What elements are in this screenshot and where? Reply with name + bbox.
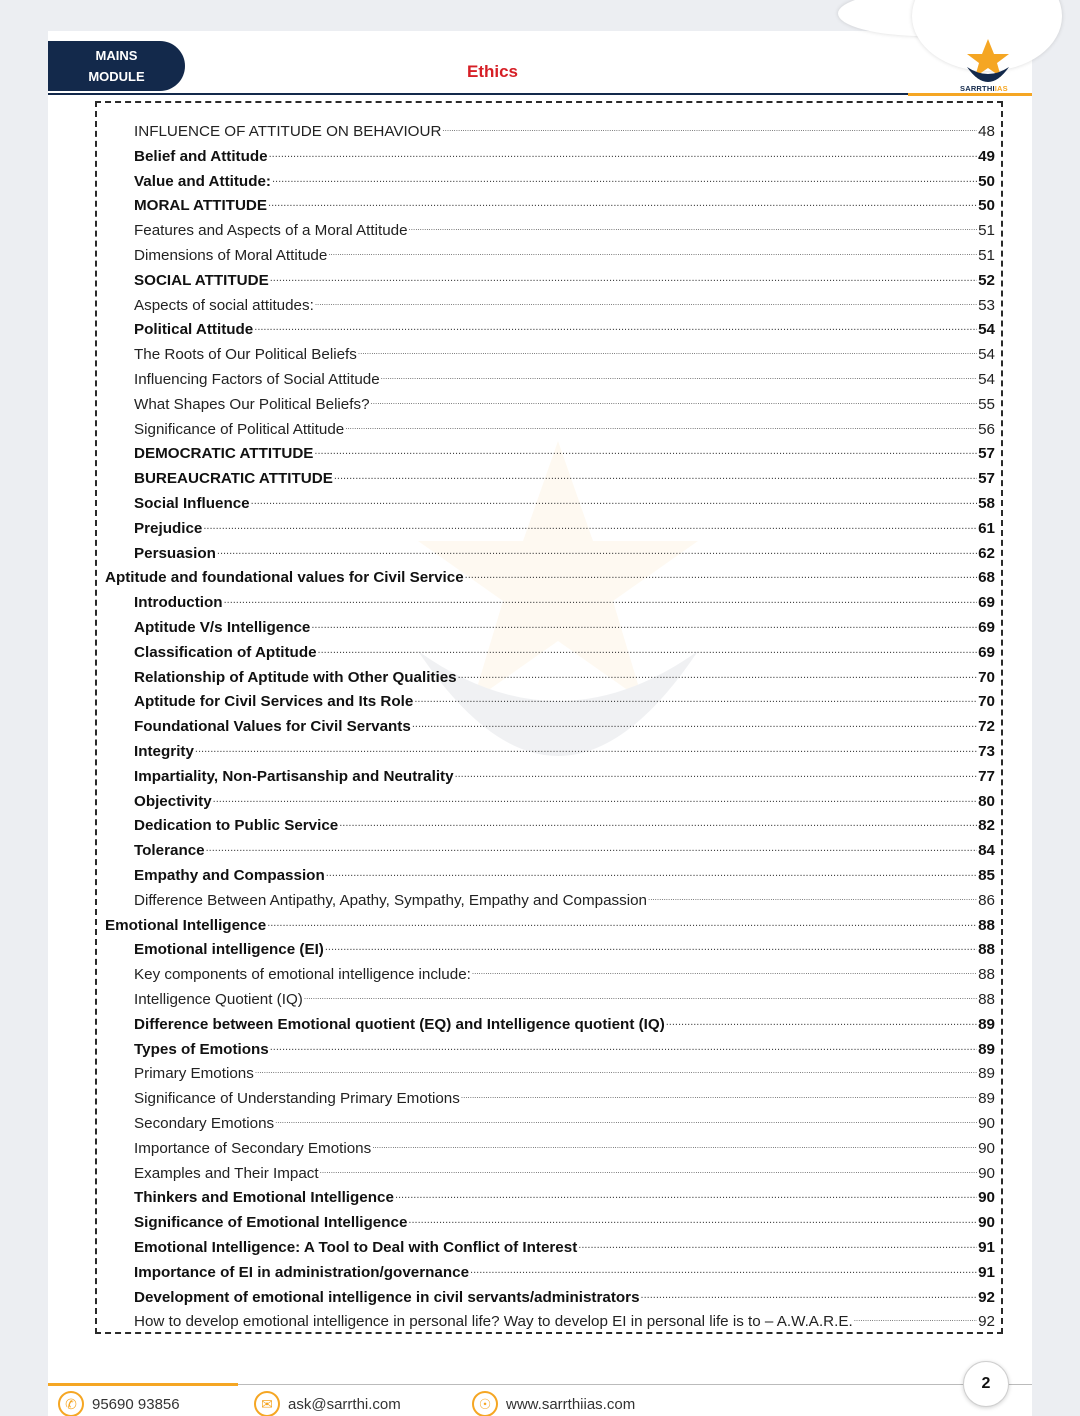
toc-entry[interactable] [105, 562, 995, 586]
toc-leader-dots [320, 1164, 978, 1182]
toc-entry-title: Tolerance [134, 842, 205, 860]
toc-entry-page: 88 [978, 991, 995, 1008]
toc-entry[interactable] [134, 885, 995, 909]
toc-entry-page: 52 [978, 271, 995, 289]
toc-leader-dots [395, 1188, 977, 1206]
toc-entry-page: 54 [978, 346, 995, 364]
toc-entry-page: 90 [978, 1189, 995, 1207]
toc-leader-dots [254, 320, 977, 338]
toc-entry[interactable] [134, 166, 995, 190]
toc-entry-title: Examples and Their Impact [134, 1164, 319, 1182]
toc-entry[interactable] [134, 1034, 995, 1058]
toc-entry-title: Emotional Intelligence [105, 916, 267, 934]
toc-leader-dots [304, 990, 977, 1008]
toc-leader-dots [345, 420, 977, 438]
toc-entry[interactable] [134, 1232, 995, 1256]
toc-entry-title: Difference between Emotional quotient (EQ) and Intelligence quotient (IQ) [134, 1015, 665, 1033]
toc-entry-page: 57 [978, 445, 995, 463]
toc-entry-title: Difference Between Antipathy, Apathy, Sympathy, Empathy and Compassion [134, 891, 648, 909]
toc-leader-dots [206, 841, 977, 859]
toc-entry-page: 92 [978, 1313, 995, 1331]
toc-entry[interactable] [134, 314, 995, 338]
toc-entry-page: 91 [978, 1239, 995, 1256]
toc-entry[interactable] [134, 1158, 995, 1182]
toc-leader-dots [315, 296, 977, 314]
footer-accent-divider [48, 1383, 238, 1386]
toc-leader-dots [371, 395, 978, 413]
toc-leader-dots [334, 469, 977, 487]
toc-entry-title: Emotional Intelligence: A Tool to Deal with Conflict of Interest [134, 1239, 578, 1256]
toc-leader-dots [412, 717, 977, 735]
toc-entry[interactable] [134, 810, 995, 834]
toc-entry-title: Impartiality, Non-Partisanship and Neutrality [134, 767, 454, 785]
document-page [48, 31, 1032, 1416]
toc-entry-page: 90 [978, 1214, 995, 1232]
toc-entry-page: 69 [978, 619, 995, 636]
toc-entry-page: 54 [978, 371, 995, 388]
footer-email [254, 1391, 401, 1416]
toc-entry-page: 77 [978, 767, 995, 785]
toc-entry-page: 54 [978, 321, 995, 339]
toc-leader-dots [578, 1238, 977, 1256]
toc-leader-dots [251, 494, 977, 512]
email-icon: ✉ [254, 1391, 280, 1416]
toc-entry-title: SOCIAL ATTITUDE [134, 271, 269, 289]
toc-entry-title: Relationship of Aptitude with Other Qualities [134, 668, 457, 686]
toc-entry[interactable] [134, 934, 995, 958]
toc-leader-dots [358, 345, 977, 363]
toc-entry[interactable] [134, 587, 995, 611]
toc-entry-title: INFLUENCE OF ATTITUDE ON BEHAVIOUR [134, 123, 442, 140]
website-url: www.sarrthiias.com [506, 1395, 636, 1413]
toc-entry[interactable] [134, 1108, 995, 1132]
toc-entry[interactable] [134, 736, 995, 760]
toc-entry-page: 86 [978, 891, 995, 909]
toc-entry-page: 51 [978, 222, 995, 240]
toc-entry[interactable] [134, 364, 995, 388]
toc-entry[interactable] [134, 1257, 995, 1281]
toc-entry-title: Dimensions of Moral Attitude [134, 247, 328, 264]
toc-entry-title: Significance of Political Attitude [134, 420, 345, 438]
toc-entry[interactable] [134, 1009, 995, 1033]
toc-entry[interactable] [134, 786, 995, 810]
badge-line-1: MAINS [95, 48, 138, 63]
toc-entry[interactable] [134, 1058, 995, 1082]
toc-entry-title: Prejudice [134, 519, 203, 537]
toc-entry-page: 48 [978, 123, 995, 140]
toc-entry-page: 68 [978, 569, 995, 587]
toc-entry-page: 91 [978, 1263, 995, 1281]
toc-entry-title: Key components of emotional intelligence include: [134, 966, 471, 984]
toc-entry-title: Integrity [134, 743, 194, 760]
toc-entry-title: What Shapes Our Political Beliefs? [134, 395, 370, 413]
toc-entry[interactable] [134, 1306, 995, 1330]
toc-leader-dots [311, 618, 977, 636]
page-title: Ethics [467, 62, 519, 81]
toc-entry-page: 69 [978, 594, 995, 612]
phone-icon: ✆ [58, 1391, 84, 1416]
toc-leader-dots [408, 1213, 977, 1231]
toc-leader-dots [648, 891, 977, 909]
toc-entry-page: 84 [978, 842, 995, 860]
toc-leader-dots [270, 271, 977, 289]
toc-entry[interactable] [134, 414, 995, 438]
toc-entry[interactable] [134, 1282, 995, 1306]
toc-entry-page: 82 [978, 817, 995, 835]
header-accent-divider [908, 93, 1032, 96]
toc-entry-title: Significance of Emotional Intelligence [134, 1214, 408, 1232]
toc-entry-page: 55 [978, 395, 995, 413]
toc-entry-page: 62 [978, 544, 995, 562]
toc-entry[interactable] [134, 662, 995, 686]
phone-number: 95690 93856 [92, 1395, 180, 1413]
table-of-contents [95, 101, 1003, 1334]
toc-entry-page: 49 [978, 147, 995, 165]
toc-entry-page: 53 [978, 296, 995, 314]
toc-entry[interactable] [134, 835, 995, 859]
toc-entry-page: 90 [978, 1164, 995, 1182]
toc-entry[interactable] [134, 389, 995, 413]
toc-entry-title: Foundational Values for Civil Servants [134, 718, 411, 736]
toc-entry[interactable] [134, 612, 995, 636]
toc-entry-page: 90 [978, 1115, 995, 1132]
logo-text [960, 84, 1008, 93]
toc-leader-dots [339, 816, 977, 834]
toc-entry-title: How to develop emotional intelligence in personal life? Way to develop EI in personal life is to – A.W.A.R.E. [134, 1313, 853, 1331]
toc-entry-title: BUREAUCRATIC ATTITUDE [134, 470, 333, 488]
toc-entry-page: 70 [978, 668, 995, 686]
toc-entry-page: 58 [978, 495, 995, 512]
badge-line-2: MODULE [88, 69, 145, 84]
toc-entry[interactable] [105, 910, 995, 934]
toc-entry-page: 51 [978, 247, 995, 264]
toc-leader-dots [465, 568, 977, 586]
toc-entry-title: Political Attitude [134, 321, 254, 339]
toc-entry-title: Importance of Secondary Emotions [134, 1139, 372, 1157]
toc-entry-title: Belief and Attitude [134, 147, 268, 165]
toc-entry[interactable] [134, 959, 995, 983]
toc-entry-title: Significance of Understanding Primary Emotions [134, 1090, 460, 1108]
toc-entry-page: 50 [978, 172, 995, 190]
toc-entry-title: Thinkers and Emotional Intelligence [134, 1189, 394, 1207]
toc-entry-title: Aptitude and foundational values for Civil Service [105, 569, 464, 587]
page-number: 2 [963, 1361, 1009, 1407]
toc-entry-page: 89 [978, 1090, 995, 1108]
toc-entry[interactable] [134, 116, 995, 140]
toc-leader-dots [270, 1040, 977, 1058]
toc-entry-title: Emotional intelligence (EI) [134, 941, 324, 959]
toc-entry-title: MORAL ATTITUDE [134, 197, 268, 215]
toc-entry-page: 88 [978, 941, 995, 959]
toc-entry[interactable] [134, 240, 995, 264]
toc-leader-dots [195, 742, 977, 760]
toc-leader-dots [461, 1089, 977, 1107]
toc-entry-page: 56 [978, 420, 995, 438]
toc-entry-title: Secondary Emotions [134, 1115, 275, 1132]
toc-entry-title: Dedication to Public Service [134, 817, 339, 835]
logo-text-accent: IAS [994, 84, 1008, 93]
toc-leader-dots [213, 792, 977, 810]
toc-entry[interactable] [134, 513, 995, 537]
toc-entry[interactable] [134, 141, 995, 165]
toc-entry-title: Social Influence [134, 495, 250, 512]
toc-entry-page: 90 [978, 1139, 995, 1157]
toc-entry[interactable] [134, 711, 995, 735]
toc-entry[interactable] [134, 488, 995, 512]
toc-leader-dots [409, 221, 978, 239]
toc-entry[interactable] [134, 860, 995, 884]
toc-entry-page: 85 [978, 867, 995, 884]
logo-text-main: SARRTHI [960, 84, 995, 93]
toc-entry[interactable] [134, 190, 995, 214]
toc-entry-page: 89 [978, 1065, 995, 1083]
toc-entry-page: 69 [978, 643, 995, 661]
toc-entry-title: DEMOCRATIC ATTITUDE [134, 445, 314, 463]
toc-entry[interactable] [134, 339, 995, 363]
toc-entry[interactable] [134, 1182, 995, 1206]
toc-entry-title: Persuasion [134, 544, 216, 562]
toc-entry-page: 88 [978, 966, 995, 984]
toc-entry-title: Development of emotional intelligence in civil servants/administrators [134, 1288, 640, 1306]
toc-leader-dots [455, 767, 978, 785]
globe-icon: ☉ [472, 1391, 498, 1416]
toc-entry[interactable] [134, 761, 995, 785]
toc-leader-dots [268, 196, 977, 214]
toc-entry-title: Influencing Factors of Social Attitude [134, 371, 380, 388]
toc-entry-page: 88 [978, 916, 995, 934]
toc-entry-page: 73 [978, 743, 995, 760]
toc-leader-dots [470, 1263, 977, 1281]
toc-entry-page: 70 [978, 693, 995, 711]
toc-entry-page: 89 [978, 1015, 995, 1033]
toc-entry-title: Types of Emotions [134, 1040, 269, 1058]
toc-entry[interactable] [134, 1133, 995, 1157]
toc-entry-title: Value and Attitude: [134, 172, 271, 190]
footer-phone [58, 1391, 180, 1416]
toc-entry-title: Aptitude for Civil Services and Its Role [134, 693, 414, 711]
toc-leader-dots [267, 916, 977, 934]
toc-leader-dots [854, 1312, 977, 1330]
toc-entry-title: The Roots of Our Political Beliefs [134, 346, 357, 364]
toc-entry[interactable] [134, 1083, 995, 1107]
toc-entry[interactable] [134, 637, 995, 661]
toc-leader-dots [472, 965, 977, 983]
toc-entry[interactable] [134, 538, 995, 562]
toc-leader-dots [217, 544, 977, 562]
toc-entry-title: Intelligence Quotient (IQ) [134, 991, 303, 1008]
header-divider [48, 93, 1032, 95]
toc-leader-dots [326, 866, 977, 884]
toc-entry[interactable] [134, 1207, 995, 1231]
toc-entry-page: 61 [978, 519, 995, 537]
toc-entry-title: Primary Emotions [134, 1065, 254, 1083]
toc-entry-page: 72 [978, 718, 995, 736]
mains-module-badge [48, 41, 185, 91]
toc-entry-page: 89 [978, 1040, 995, 1058]
toc-leader-dots [381, 370, 977, 388]
toc-leader-dots [641, 1288, 978, 1306]
toc-leader-dots [328, 246, 977, 264]
toc-leader-dots [318, 643, 978, 661]
toc-entry-title: Introduction [134, 594, 223, 612]
toc-entry[interactable] [134, 215, 995, 239]
toc-leader-dots [275, 1114, 977, 1132]
email-address: ask@sarrthi.com [288, 1395, 401, 1413]
toc-entry-page: 50 [978, 197, 995, 215]
toc-entry-title: Aspects of social attitudes: [134, 296, 314, 314]
toc-entry-title: Empathy and Compassion [134, 867, 325, 884]
toc-entry-title: Aptitude V/s Intelligence [134, 619, 311, 636]
toc-entry-title: Classification of Aptitude [134, 643, 317, 661]
toc-entry[interactable] [134, 686, 995, 710]
footer-website [472, 1391, 635, 1416]
toc-leader-dots [325, 940, 977, 958]
toc-entry-title: Importance of EI in administration/governance [134, 1263, 470, 1281]
toc-entry-page: 92 [978, 1288, 995, 1306]
toc-entry-page: 57 [978, 470, 995, 488]
toc-leader-dots [203, 519, 977, 537]
toc-leader-dots [458, 668, 977, 686]
toc-leader-dots [372, 1139, 977, 1157]
toc-leader-dots [442, 122, 977, 140]
toc-entry[interactable] [134, 290, 995, 314]
toc-entry-title: Objectivity [134, 792, 212, 810]
toc-entry[interactable] [134, 463, 995, 487]
toc-entry-page: 80 [978, 792, 995, 810]
toc-entry[interactable] [134, 265, 995, 289]
toc-entry[interactable] [134, 984, 995, 1008]
toc-leader-dots [272, 172, 977, 190]
toc-entry-title: Features and Aspects of a Moral Attitude [134, 222, 408, 240]
toc-leader-dots [666, 1015, 977, 1033]
toc-entry[interactable] [134, 438, 995, 462]
toc-leader-dots [314, 444, 977, 462]
toc-leader-dots [269, 147, 977, 165]
toc-leader-dots [255, 1064, 977, 1082]
toc-leader-dots [224, 593, 978, 611]
toc-leader-dots [414, 692, 977, 710]
